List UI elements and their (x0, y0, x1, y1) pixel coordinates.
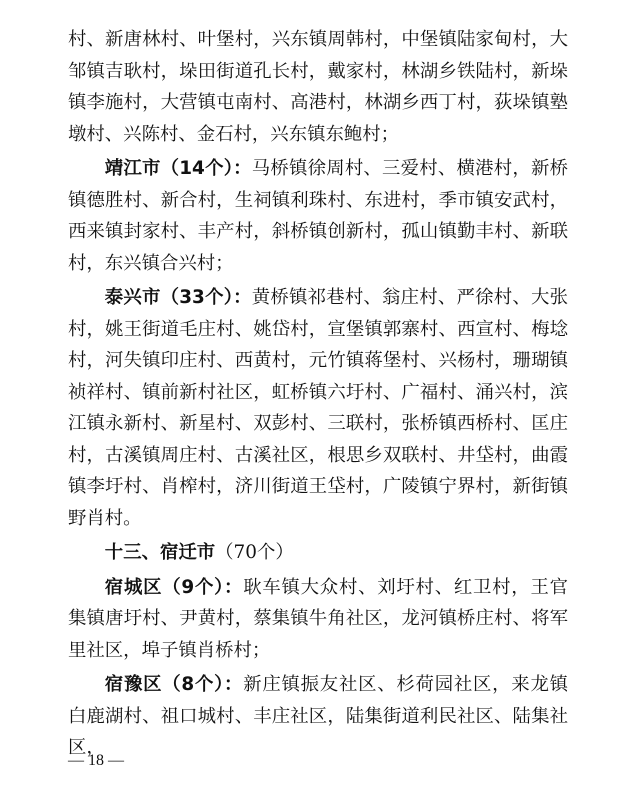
sucheng-text: 耿车镇大众村、刘圩村、红卫村，王官集镇唐圩村、尹黄村，蔡集镇牛角社区，龙河镇桥庄村、将军里社区，埠子镇肖桥村； (68, 576, 568, 661)
section-count: （70个） (215, 542, 294, 563)
suyu-text: 新庄镇振友社区、杉荷园社区，来龙镇白鹿湖村、祖口城村、丰庄社区，陆集街道利民社区、陆集社区， (68, 674, 568, 758)
paragraph-taixing (68, 282, 568, 534)
taixing-label: 泰兴市（33个）： (104, 287, 252, 308)
taixing-text: 黄桥镇祁巷村、翁庄村、严徐村、大张村，姚王街道毛庄村、姚岱村，宣堡镇郭寨村、西宣村、梅埝村，河失镇印庄村、西黄村，元竹镇蒋堡村、兴杨村，珊瑚镇祯祥村、镇前新村社区，虹桥镇六圩村、广福村、涌兴村，滨江镇永新村、新星村、双彭村、三联村，张桥镇西桥村、匡庄村，古溪镇周庄村、古溪社区，根思乡双联村、井垈村，曲霞镇李圩村、肖榨村，济川街道王垈村，广陵镇宁界村，新街镇野肖村。 (68, 287, 568, 529)
paragraph-continued-list: 村、新唐林村、叶堡村，兴东镇周韩村，中堡镇陆家甸村，大邹镇吉耿村，垛田街道孔长村，戴家村，林湖乡铁陆村，新垛镇李施村，大营镇屯南村、高港村，林湖乡西丁村，荻垛镇塾墩村、兴陈村、金石村，兴东镇东鲍村； (68, 29, 568, 145)
jingjiang-label: 靖江市（14个）： (104, 158, 252, 179)
page-number: — 18 — (68, 752, 124, 769)
jingjiang-text: 马桥镇徐周村、三爱村、横港村，新桥镇德胜村、新合村，生祠镇利珠村、东进村，季市镇安武村，西来镇封家村、丰产村，斜桥镇创新村，孤山镇勤丰村、新联村，东兴镇合兴村； (68, 158, 568, 274)
section-title: 十三、宿迁市 (104, 542, 216, 563)
paragraph-suyu (68, 669, 568, 764)
suyu-label: 宿豫区（8个）： (104, 674, 244, 695)
paragraph-sucheng (68, 572, 568, 667)
document-body (68, 24, 568, 767)
paragraph-jingjiang (68, 153, 568, 279)
section-heading-suqian (68, 537, 568, 569)
sucheng-label: 宿城区（9个）： (104, 576, 244, 598)
